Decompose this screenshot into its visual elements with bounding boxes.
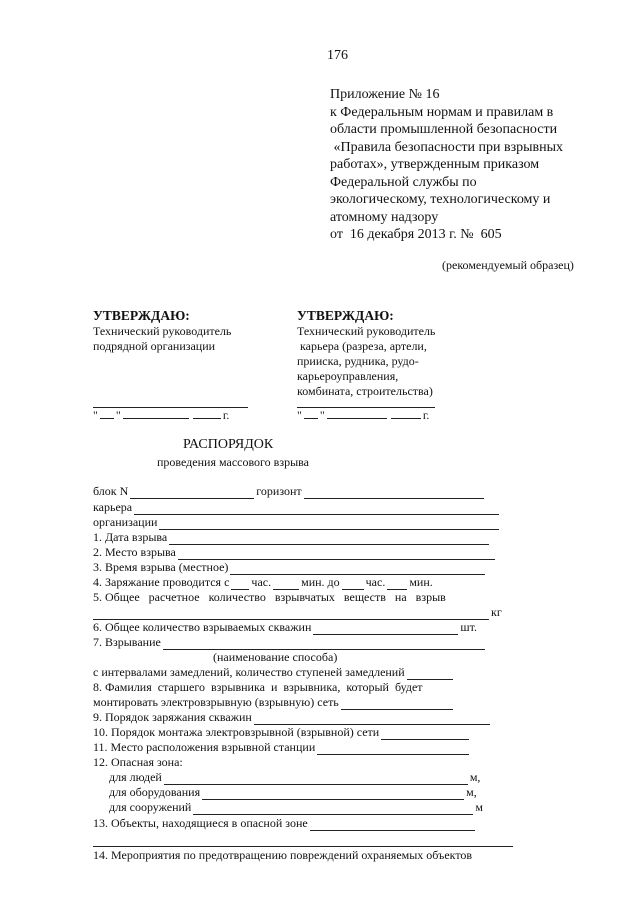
- quote-mark: ": [115, 408, 121, 422]
- field-label: карьера: [93, 500, 133, 514]
- field-place: [93, 545, 497, 560]
- field-organization: [93, 515, 501, 530]
- field-explosives: [93, 590, 446, 605]
- field-danger-zone: [93, 755, 183, 770]
- field-label: 4. Заряжание проводится с: [93, 575, 230, 589]
- blank-line: [178, 549, 495, 560]
- blank-line: [304, 488, 484, 499]
- blank-line: [163, 639, 485, 650]
- field-label: монтировать электровзрывную (взрывную) сеть: [93, 695, 339, 709]
- approve-right-line: карьероуправления,: [297, 369, 399, 383]
- approve-left-date: [93, 408, 229, 423]
- approve-left-line: Технический руководитель: [93, 324, 232, 338]
- field-station: [93, 740, 471, 755]
- field-charging: [93, 575, 433, 590]
- approve-right-line: карьера (разреза, артели,: [297, 339, 427, 353]
- appendix-line: «Правила безопасности при взрывных: [330, 139, 564, 155]
- quote-mark: ": [297, 408, 302, 422]
- field-label: 1. Дата взрыва: [93, 530, 168, 544]
- blank-line: [93, 609, 489, 620]
- blank-line: [134, 504, 499, 515]
- field-intervals: [93, 665, 455, 680]
- blank-line: [273, 579, 299, 590]
- quote-mark: ": [319, 408, 325, 422]
- blank-line: [164, 774, 468, 785]
- page-number: 176: [327, 48, 348, 63]
- field-label: 13. Объекты, находящиеся в опасной зоне: [93, 816, 308, 830]
- blank-line: [159, 519, 499, 530]
- unit-label: м,: [469, 770, 481, 784]
- appendix-line: Федеральной службы по: [330, 174, 477, 190]
- blank-line: [231, 579, 249, 590]
- field-quarry: [93, 500, 501, 515]
- year-suffix: г.: [222, 408, 230, 422]
- field-zone-structures: [109, 800, 483, 815]
- year-blank: [391, 408, 421, 419]
- field-note: (наименование способа): [213, 650, 338, 664]
- appendix-line: Приложение № 16: [330, 87, 440, 102]
- field-label: для сооружений: [109, 800, 192, 814]
- blank-line: [313, 624, 458, 635]
- appendix-line: к Федеральным нормам и правилам в: [330, 104, 554, 120]
- field-label: 14. Мероприятия по предотвращению повреждений охраняемых объектов: [93, 848, 473, 862]
- quote-mark: ": [93, 408, 98, 422]
- field-wells-order: [93, 710, 492, 725]
- appendix-line: от 16 декабря 2013 г. № 605: [330, 227, 502, 242]
- field-label: организации: [93, 515, 158, 529]
- field-block-horizon: [93, 484, 486, 499]
- recommended-sample-note: (рекомендуемый образец): [442, 258, 574, 272]
- blank-line: [381, 729, 469, 740]
- field-label: мин.: [409, 575, 433, 589]
- blank-line: [342, 579, 364, 590]
- approve-right-title: УТВЕРЖДАЮ:: [297, 308, 394, 323]
- field-label: 7. Взрывание: [93, 635, 161, 649]
- field-blasting-note: [213, 650, 337, 665]
- field-blasters-cont: [93, 695, 455, 710]
- field-label: 8. Фамилия старшего взрывника и взрывника, который будет: [93, 680, 423, 694]
- field-label: для оборудования: [109, 785, 201, 799]
- approve-right-body: [297, 324, 435, 399]
- blank-line: [202, 789, 464, 800]
- field-label: 9. Порядок заряжания скважин: [93, 710, 252, 724]
- field-label: 10. Порядок монтажа электровзрывной (взрывной) сети: [93, 725, 380, 739]
- approve-right-line: комбината, строительства): [297, 384, 433, 398]
- field-label: 11. Место расположения взрывной станции: [93, 740, 316, 754]
- approve-left-title: УТВЕРЖДАЮ:: [93, 308, 190, 323]
- blank-line: [169, 534, 489, 545]
- unit-label: кг: [491, 605, 502, 619]
- blank-line: [130, 488, 254, 499]
- blank-line: [254, 714, 490, 725]
- field-blasters: [93, 680, 423, 695]
- year-blank: [193, 408, 221, 419]
- blank-line: [341, 699, 453, 710]
- approve-right-line: прииска, рудника, рудо-: [297, 354, 419, 368]
- blank-line: [387, 579, 407, 590]
- field-explosives-line: [93, 605, 502, 620]
- field-objects: [93, 816, 477, 831]
- month-blank: [327, 408, 387, 419]
- field-wells: [93, 620, 477, 635]
- field-label: 6. Общее количество взрываемых скважин: [93, 620, 312, 634]
- blank-line: [310, 820, 475, 831]
- field-label: 2. Место взрыва: [93, 545, 176, 559]
- blank-full-line: [93, 846, 513, 847]
- field-label: час.: [365, 575, 386, 589]
- field-date: [93, 530, 491, 545]
- document-subtitle: проведения массового взрыва: [157, 455, 309, 469]
- blank-line: [193, 804, 473, 815]
- unit-label: м: [475, 800, 483, 814]
- field-label: 12. Опасная зона:: [93, 755, 183, 769]
- field-zone-equipment: [109, 785, 477, 800]
- unit-label: шт.: [460, 620, 477, 634]
- field-label: мин. до: [301, 575, 340, 589]
- field-label: для людей: [109, 770, 162, 784]
- field-label: 5. Общее расчетное количество взрывчатых веществ на взрыв: [93, 590, 446, 604]
- field-network: [93, 725, 471, 740]
- appendix-block: [330, 86, 563, 244]
- field-blasting: [93, 635, 487, 650]
- year-suffix: г.: [422, 408, 430, 422]
- approve-right-date: [297, 408, 429, 423]
- field-label: с интервалами замедлений, количество ступеней замедлений: [93, 665, 405, 679]
- field-time: [93, 560, 487, 575]
- field-label: 3. Время взрыва (местное): [93, 560, 229, 574]
- day-blank: [100, 408, 114, 419]
- appendix-line: области промышленной безопасности: [330, 122, 558, 137]
- field-label: час.: [251, 575, 272, 589]
- document-title: РАСПОРЯДОК: [183, 437, 274, 452]
- blank-line: [407, 669, 453, 680]
- approve-left-line: подрядной организации: [93, 339, 216, 353]
- blank-line: [230, 564, 485, 575]
- approve-right-line: Технический руководитель: [297, 324, 436, 338]
- field-measures: [93, 848, 472, 863]
- field-zone-people: [109, 770, 480, 785]
- field-label: горизонт: [256, 484, 302, 498]
- blank-line: [317, 744, 469, 755]
- appendix-line: атомному надзору: [330, 209, 439, 225]
- unit-label: м,: [466, 785, 477, 799]
- day-blank: [304, 408, 318, 419]
- appendix-line: работах», утвержденным приказом: [330, 157, 540, 172]
- approve-left-body: [93, 324, 231, 354]
- month-blank: [123, 408, 189, 419]
- field-label: блок N: [93, 484, 129, 498]
- appendix-line: экологическому, технологическому и: [330, 192, 551, 207]
